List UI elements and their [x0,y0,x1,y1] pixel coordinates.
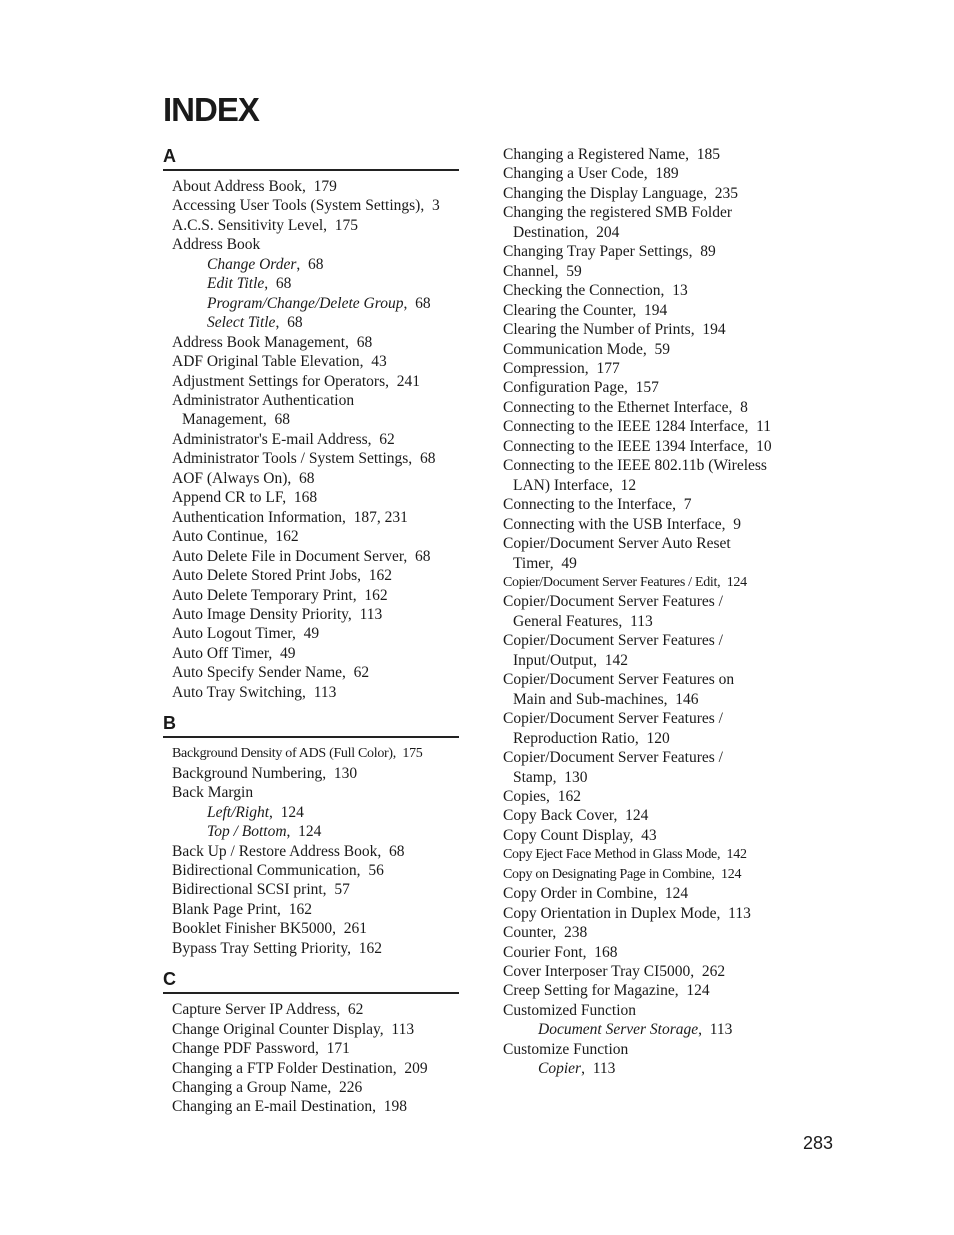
index-entry [163,352,459,371]
entry-term: Auto Tray Switching, [172,683,306,701]
entry-page-ref: 89 [692,243,716,261]
index-entry [503,943,803,962]
entry-page-ref: 62 [340,1001,364,1019]
entry-page-ref: 168 [586,943,618,961]
index-entry [503,184,803,203]
entry-term: Copy Eject Face Method in Glass Mode, [503,847,721,863]
entry-term-continued: Management, 68 [182,411,291,429]
entry-term: Administrator Authentication [172,391,355,409]
entry-page-ref: 120 [638,729,670,747]
entry-page-ref: 238 [556,924,588,942]
index-entry [163,508,459,527]
index-entry [503,787,803,806]
entry-term: Copier/Document Server Features / [503,749,723,767]
index-entry [503,1040,803,1059]
index-entry [503,398,803,417]
entry-term: Bypass Tray Setting Priority, [172,939,351,957]
entry-term: Left/Right [207,803,269,821]
index-entry [503,378,803,397]
entry-page-ref: 7 [676,496,692,514]
entry-page-ref: 162 [361,567,392,585]
entry-page-ref: 68 [407,547,431,565]
entry-term: Auto Delete Stored Print Jobs, [172,567,361,585]
index-entry [163,644,459,663]
entry-page-ref: , 68 [264,275,292,293]
entry-term: Copier/Document Server Features on [503,671,735,689]
index-entry [503,748,803,787]
entry-term: Background Density of ADS (Full Color), [172,746,396,762]
index-entry [503,806,803,825]
entry-page-ref: 261 [336,920,368,938]
entry-page-ref: 8 [732,398,748,416]
entry-page-ref: 162 [280,900,312,918]
index-subentry [503,1059,803,1078]
index-entry [503,301,803,320]
entry-page-ref: 68 [291,469,315,487]
entry-page-ref: 162 [549,787,581,805]
entry-term: Changing the registered SMB Folder [503,204,733,222]
entry-term: Changing a FTP Folder Destination, [172,1059,397,1077]
entry-page-ref: , 113 [698,1021,733,1039]
index-entry [163,1000,459,1019]
entry-page-ref: 3 [424,197,440,215]
entry-term: Checking the Connection, [503,282,665,300]
index-subentry [163,822,459,841]
entry-term: Clearing the Counter, [503,301,637,319]
index-entry [163,449,459,468]
entry-page-ref: 113 [383,1020,415,1038]
index-entry [163,1059,459,1078]
entry-page-ref: 189 [647,165,679,183]
entry-page-ref: , 124 [286,823,322,841]
entry-page-ref: 185 [688,146,720,163]
index-entry [163,566,459,585]
index-entry [503,865,803,884]
entry-page-ref: 10 [748,437,772,455]
entry-page-ref: 56 [360,861,384,879]
index-entry [503,359,803,378]
index-entry [503,203,803,242]
entry-term: Copy Count Display, [503,826,634,844]
index-entry [163,900,459,919]
entry-term: Change PDF Password, [172,1040,319,1058]
entry-term: Channel, [503,262,559,280]
index-entry [503,923,803,942]
entry-term: Edit Title [207,275,265,293]
index-entry [163,939,459,958]
index-entry [163,880,459,899]
entry-page-ref: 13 [664,282,688,300]
entry-term: AOF (Always On), [172,469,292,487]
entry-page-ref: 124 [678,982,710,1000]
entry-term: Connecting to the IEEE 1284 Interface, [503,418,749,436]
entry-term: Top / Bottom [207,823,287,841]
entry-page-ref: 162 [356,586,388,604]
entry-term: A.C.S. Sensitivity Level, [172,216,327,234]
index-entry [503,515,803,534]
entry-term: Background Numbering, [172,764,327,782]
entry-term: Counter, [503,924,557,942]
index-entry [163,469,459,488]
entry-page-ref: 62 [371,430,395,448]
entry-term: Adjustment Settings for Operators, [172,372,389,390]
entry-page-ref: 12 [612,476,637,494]
entry-term: Address Book [172,236,261,254]
entry-term: Connecting to the IEEE 1394 Interface, [503,437,749,455]
index-entry [503,242,803,261]
index-column-left [163,145,459,1117]
index-entry [503,437,803,456]
index-subentry [503,1020,803,1039]
entry-list [503,145,803,1079]
entry-term: About Address Book, [172,178,306,195]
entry-page-ref: 124 [617,807,649,825]
entry-term-continued: Timer, 49 [513,554,577,572]
entry-term: Copy Back Cover, [503,807,618,825]
entry-term: Auto Specify Sender Name, [172,664,346,682]
entry-term: Copier/Document Server Features / Edit, [503,574,721,590]
index-entry [163,235,459,254]
index-entry [503,962,803,981]
entry-page-ref: 162 [267,528,299,546]
entry-term: Booklet Finisher BK5000, [172,920,337,938]
entry-page-ref: 43 [633,826,657,844]
index-entry [163,764,459,783]
page-title: INDEX [163,91,259,128]
entry-term: Copy on Designating Page in Combine, [503,866,715,882]
entry-page-ref: , 68 [275,314,303,332]
entry-term: Back Margin [172,784,254,802]
entry-term: Copy Order in Combine, [503,885,658,903]
index-entry [503,1001,803,1020]
index-section-c [163,968,459,1117]
entry-page-ref: 171 [318,1040,350,1058]
entry-term: Copier/Document Server Features / [503,632,723,650]
index-entry [163,372,459,391]
entry-term-continued: Main and Sub-machines, 146 [513,690,699,708]
entry-term: Administrator's E-mail Address, [172,430,372,448]
entry-term: Copier/Document Server Features / [503,710,723,728]
section-letter: A [163,145,459,171]
entry-term: Configuration Page, [503,379,628,397]
entry-term: Creep Setting for Magazine, [503,982,679,1000]
entry-term: Auto Logout Timer, [172,625,296,643]
entry-term: Bidirectional SCSI print, [172,881,327,899]
entry-page-ref: 162 [351,939,382,957]
entry-page-ref: 175 [395,746,423,762]
entry-page-ref: 68 [266,411,291,429]
entry-term: Auto Off Timer, [172,644,273,662]
index-entry [503,981,803,1000]
index-entry [163,1020,459,1039]
index-entry [163,624,459,643]
entry-term: Document Server Storage [538,1021,699,1039]
index-subentry [163,803,459,822]
entry-term: Changing a User Code, [503,165,648,183]
entry-page-ref: 146 [667,690,699,708]
index-entry [163,177,459,196]
entry-page-ref: 113 [622,612,653,630]
entry-list [163,177,459,702]
index-entry [163,333,459,352]
entry-page-ref: 241 [388,372,420,390]
index-entry [163,430,459,449]
entry-term: Connecting to the Interface, [503,496,677,514]
entry-term: Connecting to the IEEE 802.11b (Wireless [503,457,767,475]
entry-page-ref: 168 [286,489,318,507]
index-entry [503,262,803,281]
entry-term: Communication Mode, [503,340,647,358]
index-entry [163,527,459,546]
entry-page-ref: 124 [657,885,689,903]
index-entry [503,417,803,436]
entry-term: Copier/Document Server Features / [503,593,723,611]
index-entry [503,573,803,592]
index-entry [503,709,803,748]
entry-term: Change Original Counter Display, [172,1020,384,1038]
entry-page-ref: 187, 231 [345,508,408,526]
entry-page-ref: 57 [326,881,350,899]
entry-page-ref: 209 [396,1059,428,1077]
entry-page-ref: 9 [725,515,742,533]
entry-term: Customize Function [503,1040,629,1058]
index-subentry [163,294,459,313]
entry-term: Changing a Registered Name, [503,146,689,163]
index-entry [163,216,459,235]
index-subentry [163,274,459,293]
entry-page-ref: 130 [326,764,358,782]
entry-list [163,1000,459,1117]
entry-page-ref: 179 [305,178,337,195]
index-entry [503,534,803,573]
entry-page-ref: 68 [412,450,436,468]
entry-page-ref: 113 [351,605,383,623]
index-entry [503,340,803,359]
entry-page-ref: , 113 [581,1060,616,1078]
entry-page-ref: 194 [636,301,668,319]
entry-term-continued: Reproduction Ratio, 120 [513,729,670,747]
index-entry [163,391,459,430]
index-entry [163,605,459,624]
index-entry [163,861,459,880]
entry-page-ref: 157 [627,379,659,397]
entry-list [163,744,459,958]
entry-term: Program/Change/Delete Group [207,294,404,312]
entry-page-ref: 68 [348,333,373,351]
entry-page-ref: , 68 [296,255,324,273]
index-entry [503,826,803,845]
entry-page-ref: 235 [707,184,739,202]
entry-term: Connecting with the USB Interface, [503,515,726,533]
index-column-right [503,145,803,1079]
entry-term: Capture Server IP Address, [172,1001,341,1019]
entry-page-ref: , 124 [269,803,304,821]
entry-term-continued: Stamp, 130 [513,768,588,786]
entry-term: Courier Font, [503,943,587,961]
entry-page-ref: 130 [556,768,588,786]
entry-term: Administrator Tools / System Settings, [172,450,413,468]
entry-term: Changing an E-mail Destination, [172,1098,377,1116]
entry-term: Change Order [207,255,297,273]
entry-term: Auto Delete Temporary Print, [172,586,357,604]
entry-page-ref: 62 [345,664,370,682]
index-section-b [163,712,459,958]
section-letter: C [163,968,459,994]
index-entry [503,904,803,923]
entry-term: Copier [538,1060,582,1078]
index-entry [163,663,459,682]
entry-page-ref: 177 [588,359,620,377]
entry-term: Auto Continue, [172,528,268,546]
entry-page-ref: 59 [646,340,671,358]
index-section-a [163,145,459,702]
entry-page-ref: 226 [331,1079,363,1097]
entry-term: Authentication Information, [172,508,346,526]
entry-page-ref: 113 [305,683,337,701]
entry-term-continued: Destination, 204 [513,223,620,241]
entry-term: Blank Page Print, [172,900,281,918]
index-entry [163,586,459,605]
entry-page-ref: 49 [295,625,320,643]
entry-page-ref: 262 [694,963,726,981]
entry-page-ref: 11 [748,418,772,436]
entry-term: Changing the Display Language, [503,184,708,202]
entry-page-ref: 59 [558,262,582,280]
index-subentry [163,313,459,332]
entry-page-ref: 175 [327,216,358,234]
entry-term: Append CR to LF, [172,489,287,507]
entry-term: Copier/Document Server Auto Reset [503,535,731,553]
entry-term: Compression, [503,359,589,377]
index-entry [163,783,459,802]
entry-term: Changing a Group Name, [172,1079,332,1097]
entry-term: Bidirectional Communication, [172,861,361,879]
entry-term-continued: LAN) Interface, 12 [513,476,637,494]
entry-term: Select Title [207,314,276,332]
entry-term: Address Book Management, [172,333,349,351]
index-entry [503,592,803,631]
entry-term: Accessing User Tools (System Settings), [172,197,425,215]
index-entry [163,488,459,507]
index-entry [163,547,459,566]
entry-page-ref: 142 [596,651,628,669]
index-entry [503,281,803,300]
entry-term: Customized Function [503,1001,637,1019]
index-entry [163,1039,459,1058]
index-entry [163,196,459,215]
entry-term: Copies, [503,787,550,805]
entry-term: Auto Delete File in Document Server, [172,547,408,565]
entry-term: Copy Orientation in Duplex Mode, [503,904,721,922]
entry-page-ref: 49 [272,644,296,662]
index-subentry [163,255,459,274]
index-section-c-continued [503,145,803,1079]
index-entry [503,670,803,709]
entry-page-ref: 142 [720,847,747,863]
entry-term-continued: Input/Output, 142 [513,651,628,669]
index-entry [163,744,459,763]
index-entry [163,1097,459,1116]
entry-term-continued: General Features, 113 [513,612,653,630]
index-entry [503,456,803,495]
entry-term: Connecting to the Ethernet Interface, [503,398,733,416]
entry-page-ref: 124 [714,866,742,882]
entry-page-ref: 49 [553,554,577,572]
entry-page-ref: 113 [720,904,751,922]
index-entry [503,320,803,339]
index-entry [503,845,803,864]
index-entry [163,1078,459,1097]
index-entry [503,495,803,514]
entry-page-ref: 68 [381,842,405,860]
index-entry [503,145,803,164]
entry-term: ADF Original Table Elevation, [172,353,364,371]
entry-page-ref: 198 [376,1098,408,1116]
index-entry [503,164,803,183]
section-letter: B [163,712,459,738]
entry-term: Cover Interposer Tray CI5000, [503,963,695,981]
entry-page-ref: , 68 [403,294,431,312]
index-entry [163,919,459,938]
index-entry [503,884,803,903]
entry-term: Auto Image Density Priority, [172,605,352,623]
entry-page-ref: 124 [720,574,747,590]
index-entry [503,631,803,670]
entry-term: Back Up / Restore Address Book, [172,842,382,860]
entry-term: Changing Tray Paper Settings, [503,243,693,261]
index-entry [163,683,459,702]
entry-page-ref: 43 [363,353,387,371]
index-entry [163,842,459,861]
entry-page-ref: 204 [588,223,620,241]
entry-page-ref: 194 [694,321,726,339]
page-number: 283 [803,1133,834,1153]
entry-term: Clearing the Number of Prints, [503,321,695,339]
